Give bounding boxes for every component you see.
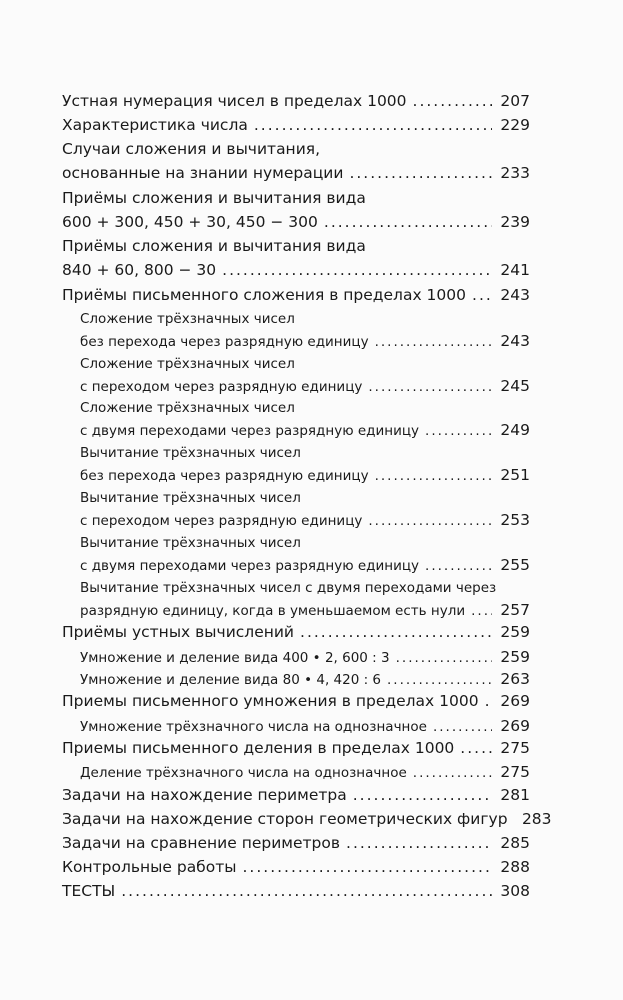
toc-page-number: 263 — [500, 670, 530, 688]
dot-leader — [243, 856, 493, 878]
toc-entry-title-line: с переходом через разрядную единицу — [80, 513, 363, 529]
toc-page-number: 241 — [500, 261, 530, 280]
toc-page-number: 229 — [500, 116, 530, 135]
toc-entry-title-line: Вычитание трёхзначных чисел с двумя переходами через — [80, 579, 497, 596]
toc-entry-title-line: Приёмы сложения и вычитания вида — [62, 237, 366, 256]
toc-entry-title-line: Приемы письменного деления в пределах 1000 — [62, 739, 455, 757]
toc-page-number: 281 — [500, 785, 530, 804]
dot-leader — [222, 259, 492, 281]
dot-leader — [472, 284, 492, 306]
toc-page-number: 259 — [500, 623, 530, 642]
dot-leader — [375, 331, 492, 353]
toc-entry-title-line: с двумя переходами через разрядную единицу — [80, 557, 420, 574]
toc-entry[interactable] — [62, 284, 530, 308]
dot-leader — [368, 510, 492, 532]
toc-entry[interactable] — [80, 715, 530, 737]
toc-entry-title-line: Приемы письменного умножения в пределах 1000 — [62, 692, 479, 711]
toc-entry[interactable] — [80, 532, 530, 576]
dot-leader — [387, 669, 492, 691]
toc-entry-title-line: Задачи на нахождение периметра — [62, 785, 347, 804]
dot-leader — [413, 90, 492, 112]
dot-leader — [485, 690, 492, 712]
toc-page-number: 249 — [500, 421, 530, 440]
toc-entry[interactable] — [62, 856, 530, 880]
toc-entry-title-line: Деление трёхзначного числа на однозначное — [80, 765, 407, 782]
toc-page-number: 239 — [500, 212, 530, 231]
dot-leader — [300, 621, 492, 643]
dot-leader — [425, 420, 492, 442]
dot-leader — [433, 716, 492, 738]
toc-entry-title-line: Вычитание трёхзначных чисел — [80, 534, 301, 551]
toc-entry[interactable] — [62, 832, 530, 856]
dot-leader — [254, 114, 492, 136]
toc-entry-title-line: Характеристика числа — [62, 116, 248, 135]
toc-entry[interactable] — [80, 397, 530, 441]
toc-entry-title-line: с переходом через разрядную единицу — [80, 378, 363, 395]
toc-entry-title-line: Сложение трёхзначных чисел — [80, 355, 295, 372]
toc-page-number: 245 — [500, 376, 530, 395]
toc-page-number: 288 — [500, 858, 530, 877]
toc-entry[interactable] — [62, 784, 530, 808]
toc-entry[interactable] — [80, 577, 530, 621]
toc-page-number: 255 — [500, 555, 530, 574]
toc-entry-title-line: Сложение трёхзначных чисел — [80, 400, 295, 417]
toc-page-number: 243 — [500, 285, 530, 304]
toc-entry-title-line: основанные на знании нумерации — [62, 164, 344, 183]
toc-entry-title-line: Сложение трёхзначных чисел — [80, 310, 295, 327]
toc-entry[interactable] — [80, 353, 530, 397]
dot-leader — [460, 737, 492, 759]
toc-page-number: 253 — [500, 511, 530, 529]
toc-entry[interactable] — [80, 308, 530, 352]
toc-entry[interactable] — [80, 442, 530, 486]
dot-leader — [121, 880, 492, 902]
toc-entry-title-line: Приёмы устных вычислений — [62, 623, 295, 642]
toc-entry-title-line: Умножение трёхзначного числа на однозначное — [80, 718, 427, 735]
toc-entry[interactable] — [62, 90, 530, 114]
toc-page-number: 275 — [500, 739, 530, 757]
toc-page-number: 269 — [500, 716, 530, 735]
toc-page-number: 308 — [500, 882, 530, 901]
toc-entry-title-line: Задачи на сравнение периметров — [62, 834, 341, 852]
toc-page-number: 269 — [500, 692, 530, 711]
toc-entry-title-line: 600 + 300, 450 + 30, 450 − 300 — [62, 212, 318, 231]
toc-entry-title-line: без перехода через разрядную единицу — [80, 468, 369, 485]
toc-entry-title-line: Вычитание трёхзначных чисел — [80, 490, 301, 506]
dot-leader — [471, 600, 492, 622]
toc-page-number: 285 — [500, 834, 530, 852]
toc-page-number: 283 — [521, 809, 552, 828]
toc-entry[interactable] — [80, 668, 530, 690]
toc-entry[interactable] — [62, 235, 530, 283]
toc-entry-title-line: Приёмы письменного сложения в пределах 1000 — [62, 285, 467, 304]
toc-entry[interactable] — [62, 737, 530, 761]
toc-entry[interactable] — [62, 114, 530, 138]
toc-page-number: 243 — [500, 331, 530, 350]
toc-entry-title-line: Случаи сложения и вычитания, — [62, 140, 321, 159]
toc-entry[interactable] — [62, 187, 530, 235]
toc-entry[interactable] — [62, 138, 530, 186]
toc-entry-title-line: 840 + 60, 800 − 30 — [62, 261, 217, 280]
dot-leader — [349, 162, 492, 184]
toc-entry[interactable] — [62, 690, 530, 714]
toc-entry[interactable] — [80, 487, 530, 531]
dot-leader — [353, 784, 492, 806]
toc-entry[interactable] — [80, 761, 530, 783]
dot-leader — [324, 211, 492, 233]
toc-page-number: 207 — [500, 92, 530, 110]
toc-entry-title-line: Устная нумерация чисел в пределах 1000 — [62, 92, 407, 110]
toc-entry[interactable] — [62, 808, 552, 832]
toc-page-number: 259 — [500, 647, 530, 666]
dot-leader — [368, 376, 492, 398]
toc-page-number: 257 — [500, 600, 530, 619]
toc-entry-title-line: с двумя переходами через разрядную единицу — [80, 423, 420, 440]
dot-leader — [425, 555, 492, 577]
toc-page-number: 275 — [500, 763, 530, 782]
dot-leader — [346, 832, 492, 854]
dot-leader — [413, 762, 492, 784]
toc-entry[interactable] — [62, 880, 530, 904]
toc-entry[interactable] — [62, 621, 530, 645]
dot-leader — [396, 647, 492, 669]
toc-page-number: 233 — [500, 164, 530, 183]
toc-entry-title-line: Контрольные работы — [62, 858, 237, 877]
toc-entry-title-line: Умножение и деление вида 400 • 2, 600 : 3 — [80, 649, 390, 666]
toc-entry-title-line: Вычитание трёхзначных чисел — [80, 445, 301, 462]
toc-entry-title-line: Приёмы сложения и вычитания вида — [62, 188, 366, 207]
dot-leader — [375, 465, 492, 487]
toc-entry[interactable] — [80, 646, 530, 668]
toc-entry-title-line: разрядную единицу, когда в уменьшаемом есть нули — [80, 602, 466, 619]
toc-entry-title-line: Задачи на нахождение сторон геометрических фигур — [62, 809, 508, 828]
toc-entry-title-line: ТЕСТЫ — [62, 882, 116, 901]
toc-page-number: 251 — [500, 466, 530, 485]
toc-entry-title-line: Умножение и деление вида 80 • 4, 420 : 6 — [80, 672, 382, 688]
toc-entry-title-line: без перехода через разрядную единицу — [80, 333, 369, 350]
